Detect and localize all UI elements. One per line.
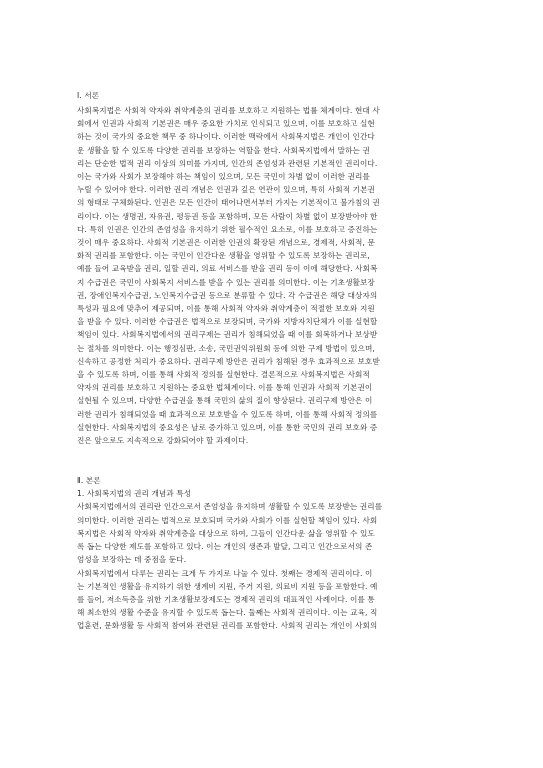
text-line: 리는 단순한 법적 권리 이상의 의미를 가지며, 인간의 존엄성과 관련된 기본적인 권리이다. xyxy=(77,158,378,168)
text-line: 진은 앞으로도 지속적으로 강화되어야 할 과제이다. xyxy=(77,436,249,446)
text-line: 러한 권리가 침해되었을 때 효과적으로 보호받을 수 있도록 하며, 이를 통해 사회적 정의를 xyxy=(77,409,378,419)
text-line: 책임이 있다. 사회복지법에서의 권리구제는 권리가 침해되었을 때 이를 회복하거나 보상받 xyxy=(77,330,378,340)
text-line: 를 들어, 저소득층을 위한 기초생활보장제도는 경제적 권리의 대표적인 사례이다. 이를 통 xyxy=(77,594,375,604)
body-paragraph xyxy=(77,500,470,632)
text-line: 의미한다. 이러한 권리는 법적으로 보호되며 국가와 사회가 이를 실현할 책임이 있다. 사회 xyxy=(77,515,378,525)
text-line: 화적 권리를 포함한다. 이는 국민이 인간다운 생활을 영위할 수 있도록 보장하는 권리로, xyxy=(77,251,370,261)
text-line: 업훈련, 문화생활 등 사회적 참여와 관련된 권리를 포함한다. 사회적 권리는 개인이 사회의 xyxy=(77,621,378,631)
text-line: 하는 것이 국가의 중요한 책무 중 하나이다. 이러한 맥락에서 사회복지법은 개인이 인간다 xyxy=(77,132,375,142)
body-heading: Ⅱ. 본론 xyxy=(77,476,101,486)
text-line: 사회복지법에서의 권리란 인간으로서 존엄성을 유지하며 생활할 수 있도록 보장받는 권리를 xyxy=(77,502,383,512)
text-line: 지 수급권은 국민이 사회복지 서비스를 받을 수 있는 권리를 의미한다. 이는 기초생활보장 xyxy=(77,277,375,287)
text-line: 복지법은 사회적 약자와 취약계층을 대상으로 하여, 그들이 인간다운 삶을 영위할 수 있도 xyxy=(77,528,375,538)
text-line: 을 수 있도록 하며, 이를 통해 사회적 정의를 실현한다. 결론적으로 사회복지법은 사회적 xyxy=(77,370,370,380)
text-line: 운 생활을 할 수 있도록 다양한 권리를 보장하는 역할을 한다. 사회복지법에서 말하는 권 xyxy=(77,145,370,155)
text-line: 신속하고 공정한 처리가 중요하다. 권리구제 방안은 권리가 침해된 경우 효과적으로 보호받 xyxy=(77,356,380,366)
intro-heading: Ⅰ. 서론 xyxy=(77,91,100,100)
text-line: 리이다. 이는 생명권, 자유권, 평등권 등을 포함하며, 모든 사람이 차별 없이 보장받아야 한 xyxy=(77,211,378,221)
text-line: 누릴 수 있어야 한다. 이러한 권리 개념은 인권과 깊은 연관이 있으며, 특히 사회적 기본권 xyxy=(77,185,375,195)
text-line: 실현될 수 있으며, 다양한 수급권을 통해 국민의 삶의 질이 향상된다. 권리구제 방안은 이 xyxy=(77,396,373,406)
text-line: 엄성을 보장하는 데 중점을 둔다. xyxy=(77,555,187,565)
text-line: 는 기본적인 생활을 유지하기 위한 생계비 지원, 주거 지원, 의료비 지원 등을 포함한다. 예 xyxy=(77,581,378,591)
text-line: 이는 국가와 사회가 보장해야 하는 책임이 있으며, 모든 국민이 차별 없이 이러한 권리를 xyxy=(77,172,370,182)
text-line: 권, 장애인복지수급권, 노인복지수급권 등으로 분류할 수 있다. 각 수급권은 해당 대상자의 xyxy=(77,290,378,300)
text-line: 사회복지법은 사회적 약자와 취약계층의 권리를 보호하고 지원하는 법률 체계이다. 현대 사 xyxy=(77,106,380,115)
text-line: 록 돕는 다양한 제도를 포함하고 있다. 이는 개인의 생존과 발달, 그리고 인간으로서의 존 xyxy=(77,542,373,552)
section-spacer xyxy=(77,447,470,475)
text-line: 실현한다. 사회복지법의 중요성은 날로 증가하고 있으며, 이를 통한 국민의 권리 보호와 증 xyxy=(77,422,378,432)
text-line: 사회복지법에서 다루는 권리는 크게 두 가지로 나눌 수 있다. 첫째는 경제적 권리이다. 이 xyxy=(77,568,373,578)
intro-paragraph xyxy=(77,104,470,447)
text-line: 약자의 권리를 보호하고 지원하는 중요한 법체계이다. 이를 통해 인권과 사회적 기본권이 xyxy=(77,383,373,393)
text-line: 을 받을 수 있다. 이러한 수급권은 법적으로 보장되며, 국가와 지방자치단체가 이를 실현할 xyxy=(77,317,378,327)
text-line: 회에서 인권과 사회적 기본권은 매우 중요한 가치로 인식되고 있으며, 이를 보호하고 실현 xyxy=(77,119,375,129)
text-line: 다. 특히 인권은 인간의 존엄성을 유지하기 위한 필수적인 요소로, 이를 보호하고 증진하는 xyxy=(77,224,378,234)
text-line: 의 형태로 구체화된다. 인권은 모든 인간이 태어나면서부터 가지는 기본적이고 불가침의 권 xyxy=(77,198,380,208)
text-line: 해 최소한의 생활 수준을 유지할 수 있도록 돕는다. 둘째는 사회적 권리이다. 이는 교육, 직 xyxy=(77,608,378,618)
text-line: 특성과 필요에 맞추어 제공되며, 이를 통해 사회적 약자와 취약계층이 적절한 보호와 지원 xyxy=(77,304,375,314)
text-line: 예를 들어 교육받을 권리, 일할 권리, 의료 서비스를 받을 권리 등이 이에 해당한다. 사회복 xyxy=(77,264,378,274)
text-line: 것이 매우 중요하다. 사회적 기본권은 이러한 인권의 확장된 개념으로, 경제적, 사회적, 문 xyxy=(77,238,375,248)
body-subheading: 1. 사회복지법의 권리 개념과 특성 xyxy=(77,489,192,499)
document-page xyxy=(77,90,470,633)
text-line: 는 절차를 의미한다. 이는 행정심판, 소송, 국민권익위원회 등에 의한 구제 방법이 있으며, xyxy=(77,343,375,353)
